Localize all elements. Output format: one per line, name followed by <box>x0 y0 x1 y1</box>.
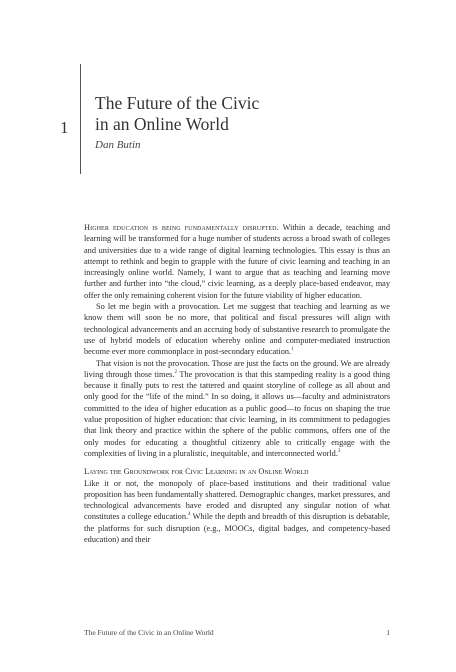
paragraph-2 <box>84 301 390 357</box>
chapter-title-line-1: The Future of the Civic <box>95 93 260 113</box>
chapter-divider-rule <box>80 64 81 174</box>
chapter-author: Dan Butin <box>95 139 141 151</box>
footnote-ref-2[interactable]: 2 <box>174 370 177 376</box>
chapter-number: 1 <box>60 118 69 137</box>
paragraph-4-text-b: While the depth and breadth of this disruption is debatable, the platforms for such disruption (e.g., MOOCs, digital badges, and competency-based education) and their <box>84 512 390 545</box>
paragraph-3 <box>84 358 390 460</box>
paragraph-1-lead: Higher education is being fundamentally disrupted. <box>84 223 279 232</box>
paragraph-4-text-a: Like it or not, the monopoly of place-based institutions and their traditional value proposition has been fundamentally shattered. Demographic changes, market pressures, and technological advancements have eroded and disrupted any singular notion of what constitutes a college education. <box>84 478 390 522</box>
paragraph-4 <box>84 478 390 546</box>
footnote-ref-3[interactable]: 3 <box>337 449 341 455</box>
page-number: 1 <box>386 628 390 637</box>
footnote-ref-4[interactable]: 4 <box>188 512 191 518</box>
section-heading: Laying the Groundwork for Civic Learning in an Online World <box>84 467 309 477</box>
running-title: The Future of the Civic in an Online World <box>84 628 214 637</box>
footnote-ref-1[interactable]: 1 <box>291 347 294 353</box>
body-text <box>84 222 390 545</box>
paragraph-2-text: So let me begin with a provocation. Let me suggest that teaching and learning as we know them will soon be no more, that political and fiscal pressures will align with technological advancements and an accruing body of substantive research to promulgate the use of hybrid models of education whereby online and computer-mediated instruction become ever more commonplace in post-secondary education. <box>84 302 390 357</box>
paragraph-1-text: Within a decade, teaching and learning will be transformed for a huge number of students across a broad swath of colleges and universities due to a wide range of digital learning technologies. This essay is thus an attempt to rethink and begin to grapple with the future of civic learning and teaching in an increasingly online world. Namely, I want to argue that as teaching and learning move further and further into “the cloud,” civic learning, as a deeply place-based endeavor, may offer the only remaining coherent vision for the future viability of higher education. <box>84 223 390 300</box>
chapter-title <box>95 93 259 135</box>
paragraph-3-text-a: That vision is not the provocation. Those are just the facts on the ground. We are already living through those times. <box>84 358 390 379</box>
paragraph-1 <box>84 222 390 301</box>
chapter-title-line-2: in an Online World <box>95 114 229 134</box>
paragraph-3-text-b: The provocation is that this stampeding reality is a good thing because it finally puts to rest the tattered and quaint storyline of college as all about and only good for the “life of the mind.” In so doing, it allows us—faculty and administrators committed to the idea of higher education as a public good—to focus on shaping the true value proposition of higher education: that civic learning, in its commitment to pedagogies that link theory and practice within the sphere of the public commons, offers one of the only modes for educating a thoughtful citizenry able to critically engage with the complexities of living in a pluralistic, inequitable, and interconnected world. <box>84 369 391 458</box>
